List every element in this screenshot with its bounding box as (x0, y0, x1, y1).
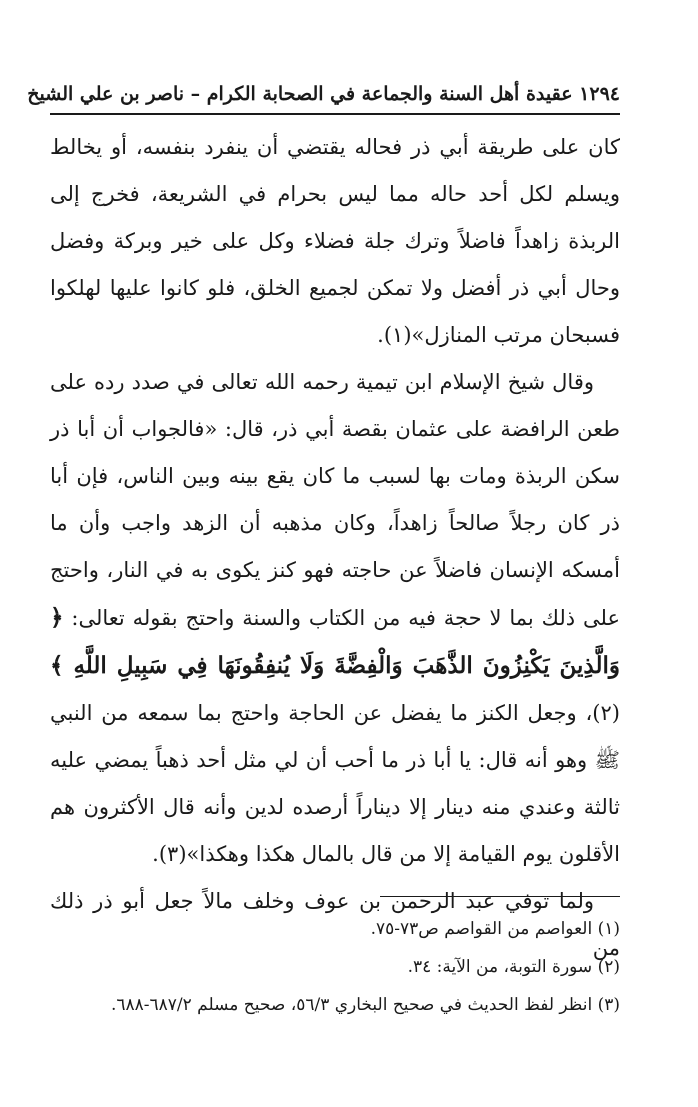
paragraph-3: ولما توفي عبد الرحمن بن عوف وخلف مالاً جعل أبو ذر ذلك من (50, 889, 620, 960)
footnote-rule (380, 896, 620, 897)
running-header (27, 80, 620, 110)
quran-verse: ﴿ وَالَّذِينَ يَكْنِزُونَ الذَّهَبَ وَالْفِضَّةَ وَلَا يُنفِقُونَهَا فِي سَبِيلِ اللَّهِ ﴾ (50, 604, 620, 679)
footnotes (50, 910, 620, 1024)
main-text (50, 124, 620, 972)
header-rule (50, 113, 620, 115)
footnote-2: (٢) سورة التوبة، من الآية: ٣٤. (407, 957, 620, 977)
paragraph-2-continuation: (٢)، وجعل الكنز ما يفضل عن الحاجة واحتج بما سمعه من النبي ﷺ وهو أنه قال: يا أبا ذر ما أحب أن لي مثل أحد ذهباً يمضي عليه ثالثة وعندي منه دينار إلا ديناراً أرصده لدين وأنه قال الأكثرون هم الأقلون يوم القيامة إلا من قال بالمال هكذا وهكذا»(٣). (50, 701, 620, 866)
footnote-1: (١) العواصم من القواصم ص٧٣-٧٥. (370, 919, 620, 939)
footnote-3: (٣) انظر لفظ الحديث في صحيح البخاري ٥٦/٣، صحيح مسلم ٦٨٧/٢-٦٨٨. (110, 995, 620, 1015)
paragraph-2 (50, 359, 620, 878)
paragraph-2-text: وقال شيخ الإسلام ابن تيمية رحمه الله تعالى في صدد رده على طعن الرافضة على عثمان بقصة أبي ذر، قال: «فالجواب أن أبا ذر سكن الربذة ومات بها لسبب ما كان يقع بينه وبين الناس، فإن أبا ذر كان رجلاً صالحاً زاهداً، وكان مذهبه أن الزهد واجب وأن ما أمسكه الإنسان فاضلاً عن حاجته فهو كنز يكوى به في النار، واحتج على ذلك بما لا حجة فيه من الكتاب والسنة واحتج بقوله تعالى: (50, 370, 620, 630)
header-title: ١٢٩٤ عقيدة أهل السنة والجماعة في الصحابة الكرام – ناصر بن علي الشيخ (27, 83, 620, 105)
paragraph-1: كان على طريقة أبي ذر فحاله يقتضي أن ينفرد بنفسه، أو يخالط ويسلم لكل أحد حاله مما ليس بحرام في الشريعة، فخرج إلى الربذة زاهداً فاضلاً وترك جلة فضلاء وكل على خير وبركة وفضل وحال أبي ذر أفضل ولا تمكن لجميع الخلق، فلو كانوا عليها لهلكوا فسبحان مرتب المنازل»(١). (50, 135, 620, 347)
